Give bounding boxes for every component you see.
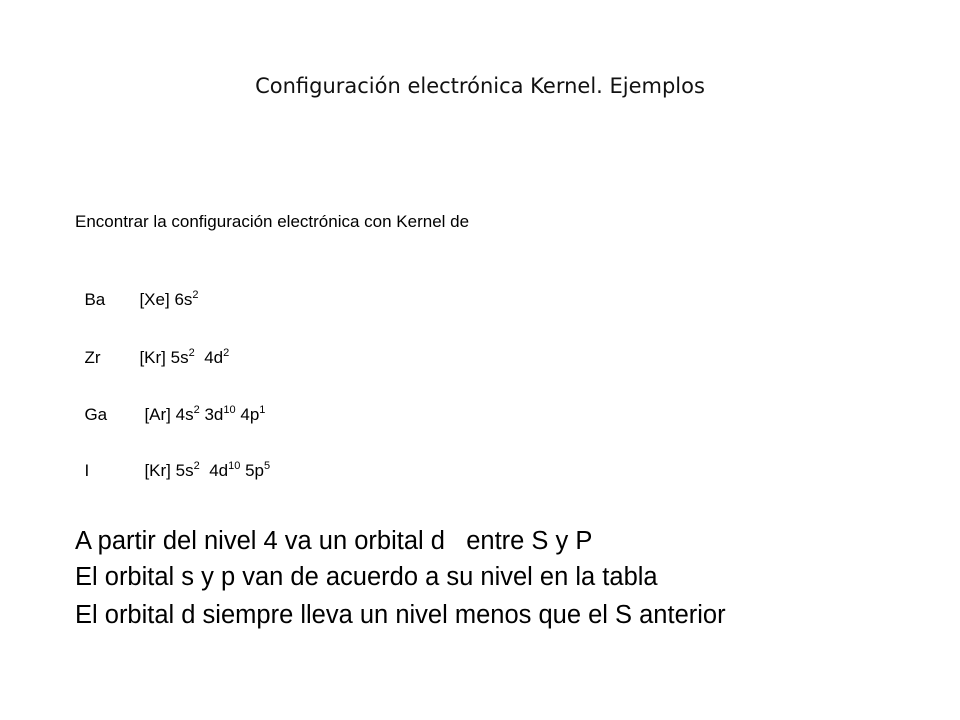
element-symbol: Ba — [84, 290, 106, 309]
element-symbol: Zr — [84, 348, 101, 367]
orbital: 4d — [204, 348, 224, 367]
config-line-zr — [75, 328, 229, 368]
orbital-exponent: 2 — [193, 460, 200, 472]
orbital: 4s — [175, 405, 194, 424]
core-notation: [Kr] — [139, 348, 166, 367]
config-line-ba — [75, 270, 199, 310]
orbital: 4d — [209, 461, 229, 480]
element-symbol: I — [84, 461, 90, 480]
orbital: 5p — [245, 461, 265, 480]
intro-text: Encontrar la configuración electrónica con Kernel de — [75, 212, 470, 231]
core-notation: [Ar] — [144, 405, 171, 424]
element-symbol: Ga — [84, 405, 108, 424]
orbital-exponent: 2 — [223, 347, 230, 359]
orbital-exponent: 10 — [223, 404, 236, 416]
orbital: 5s — [170, 348, 189, 367]
orbital-exponent: 2 — [192, 289, 199, 301]
rule-line-1: A partir del nivel 4 va un orbital d entre S y P — [75, 527, 593, 555]
orbital: 5s — [175, 461, 194, 480]
config-line-ga — [75, 385, 265, 425]
slide-title: Configuración electrónica Kernel. Ejemplos — [255, 74, 705, 98]
core-notation: [Xe] — [139, 290, 170, 309]
orbital-exponent: 5 — [264, 460, 271, 472]
rule-line-2: El orbital s y p van de acuerdo a su nivel en la tabla — [75, 563, 658, 591]
orbital-exponent: 2 — [188, 347, 195, 359]
orbital: 4p — [240, 405, 260, 424]
orbital-exponent: 10 — [228, 460, 241, 472]
core-notation: [Kr] — [144, 461, 171, 480]
orbital-exponent: 1 — [259, 404, 266, 416]
orbital: 3d — [204, 405, 224, 424]
rule-line-3: El orbital d siempre lleva un nivel menos que el S anterior — [75, 601, 726, 629]
orbital-exponent: 2 — [193, 404, 200, 416]
config-line-i — [75, 441, 270, 481]
orbital: 6s — [174, 290, 193, 309]
